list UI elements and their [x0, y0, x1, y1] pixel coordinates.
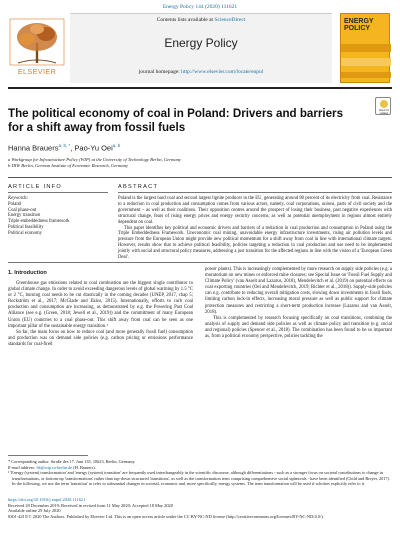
- body-paragraph: So far, the main focus on how to reduce coal (and more generally fossil fuel) consumption and production was on demand side policies (e.g. carbon pricing or emissions performance standards for coal-fired: [8, 329, 193, 347]
- license-line: 0301-4215/© 2020 The Authors. Published by Elsevier Ltd. This is an open access article under the CC BY-NC-ND license (http://creativecommons.org/licenses/BY-NC-ND/4.0/).: [8, 513, 324, 519]
- available-online: Available online 29 July 2020: [8, 508, 61, 514]
- footnote-corresponding: * Corresponding author. Straße des 17. Juni 135, 10623, Berlin, Germany.: [8, 459, 136, 464]
- body-paragraph: power plants). This is increasingly complemented by more research on supply side policies (e.g. a moratorium on new mines or enforced mine closures; see Special Issue on 'Fossil Fuel Supply and Climate Policy' (van Asselt and Lazarus, 2018), Mendelevitch et al. (2019) on potential effects on coal exporting countries (Oei and Mendelevitch, 2019; Richter et al., 2018)). Supply-side policies can e.g. contribute to reducing overall mitigation costs, slowing down investments in fossil fuels, limiting carbon lock-in effects, increasing moral pressure as well as public support for climate protection measures and restricting a short-term production increase (Lazarus and van Asselt, 2018).: [205, 267, 392, 315]
- author-name[interactable]: Pao-Yu Oei: [74, 143, 113, 153]
- cover-band: [341, 72, 391, 78]
- publication-info: [8, 497, 392, 519]
- author-list: Hanna Brauers$^{a, b, *}$, Pao-Yu Oei$^{a, b}$: [8, 143, 121, 153]
- abstract-text: [118, 196, 392, 261]
- email-link[interactable]: hb@wip.tu-berlin.de: [36, 464, 73, 470]
- keyword: Political economy: [8, 230, 42, 236]
- abstract-heading: ABSTRACT: [118, 184, 159, 190]
- doi-link[interactable]: https://doi.org/10.1016/j.enpol.2020.111621: [8, 497, 86, 502]
- homepage-link[interactable]: http://www.elsevier.com/locate/enpol: [181, 69, 264, 75]
- check-updates-label: Check for updates: [378, 109, 390, 115]
- footnote-email: E-mail address: hb@wip.tu-berlin.de (H. Brauers).: [8, 464, 96, 470]
- section-heading-introduction: 1. Introduction: [8, 270, 47, 276]
- check-for-updates-badge[interactable]: [375, 97, 391, 115]
- svg-text:ELSEVIER: ELSEVIER: [17, 67, 57, 76]
- affiliation: a Workgroup for Infrastructure Policy (WIP) at the University of Technology Berlin, Germany: [8, 157, 181, 162]
- body-column-right: [205, 267, 392, 340]
- keyword: Political feasibility: [8, 224, 44, 230]
- abstract-paragraph: Poland is the largest hard coal and second largest lignite producer in the EU, generating around 80 percent of its electricity from coal. Resistance to a reduction in coal production and consumption comes from various actors, namely, coal corporations, unions, parts of civil society and the government – as well as their coalitions. Their opposition centres around the prospect of losing their business, past negative experiences with structural change, fears of rising energy prices and energy security concerns, as well as potential unemployment in regions almost entirely dependent on coal.: [118, 196, 392, 225]
- check-updates-icon: [380, 100, 388, 108]
- affiliation: b DIW Berlin, German Institute of Economic Research, Germany: [8, 163, 129, 168]
- journal-reference[interactable]: Energy Policy 144 (2020) 111621: [162, 4, 238, 10]
- article-info-heading: ARTICLE INFO: [8, 184, 63, 190]
- divider: [118, 192, 392, 193]
- elsevier-tree-icon: [8, 17, 66, 79]
- keyword: Energy transition: [8, 213, 41, 219]
- contents-line: Contents lists available at ScienceDirect: [156, 17, 246, 23]
- body-column-left: [8, 281, 193, 348]
- abstract-paragraph: This paper identifies key political and economic drivers and barriers of a reduction in coal production and consumption in Poland using the Triple Embeddedness Framework. Uneconomic coal mining, unavoidable energy infrastructure investments, rising air pollution levels and pressure from the European Union might provide new political momentum for a shift away from coal in line with international climate targets. However, results show that to achieve political feasibility, policies targeting a reduction in coal production and use need to be implemented jointly with social and structural policy measures, addressing a just transition for the affected regions in line with the vision of a 'European Green Deal'.: [118, 225, 392, 261]
- cover-title: ENERGY POLICY: [344, 18, 374, 32]
- keywords-label: Keywords:: [8, 196, 29, 201]
- divider: [8, 192, 108, 193]
- received-dates: Received 20 December 2019; Received in revised form 11 May 2020; Accepted 18 May 2020: [8, 502, 173, 508]
- author-affil-marker[interactable]: a, b: [112, 143, 121, 148]
- journal-header-box: [70, 13, 332, 83]
- cover-band: [341, 44, 391, 52]
- homepage-line: journal homepage: http://www.elsevier.com/locate/enpol: [138, 69, 264, 75]
- elsevier-logo: [8, 17, 66, 79]
- footnotes: [8, 459, 392, 487]
- divider: [8, 177, 392, 178]
- sciencedirect-link[interactable]: ScienceDirect: [214, 17, 246, 23]
- header-rule: [8, 87, 392, 89]
- author-name[interactable]: Hanna Brauers: [8, 143, 59, 153]
- footnote-rule: [8, 455, 88, 456]
- journal-title: Energy Policy: [164, 36, 238, 50]
- footnote-1: ¹ 'Energy (system) transformation' and 'energy (system) transition' are frequently used interchangeably in the scientific discourse, although differentiations - such as a stronger focus on societal contributions to change in transformations, or bottom-up 'transformations' rather than top-down structured 'transitions', as well as the transformation term comprising comprehensive social upheavals - have been identified (Child and Breyer, 2017). In the following, we use the term 'transition' to refer to substantial changes in societal, economic and, more specifically, energy systems. The term transformation will be used if scholars explicitly refer to it.: [8, 470, 391, 487]
- divider: [8, 262, 392, 263]
- cover-band: [341, 58, 391, 66]
- keyword: Triple embeddedness framework: [8, 219, 70, 225]
- journal-cover: [340, 13, 390, 83]
- keyword: Coal phase-out: [8, 207, 37, 213]
- journal-masthead: [8, 13, 392, 85]
- article-title: The political economy of coal in Poland: Drivers and barriers for a shift away from fossil fuels: [8, 107, 344, 134]
- keywords-list: [8, 196, 108, 237]
- body-paragraph: Greenhouse gas emissions related to coal combustion are the biggest single contributor to global climate change. In order to avoid exceeding dangerous levels of global warming by 1.5 °C or 2 °C, burning coal needs to be cut drastically in the coming decades (UNEP, 2017, chap 5; Rockström et al., 2017; McGlade and Ekins, 2015). Internationally, efforts to curb coal production and consumption are increasing, as demonstrated by e.g. the Powering Past Coal Alliance (see e.g. (Green, 2018; Jewell et al., 2019)) and the commitment of many European Union (EU) countries to a coal phase-out. This shift away from coal can be seen as one important pillar of the sustainable energy transition.¹: [8, 281, 193, 329]
- author-affil-marker[interactable]: a, b, *: [58, 143, 71, 148]
- keyword: Poland: [8, 201, 22, 207]
- body-paragraph: This is complemented by research focusing specifically on coal transitions, combining the analysis of supply and demand side policies as well as climate policy and transition (e.g. social and regional) policies (Spencer et al., 2018). The combination has been found to be so important as, from a political economy perspective, policies tackling the: [205, 315, 392, 340]
